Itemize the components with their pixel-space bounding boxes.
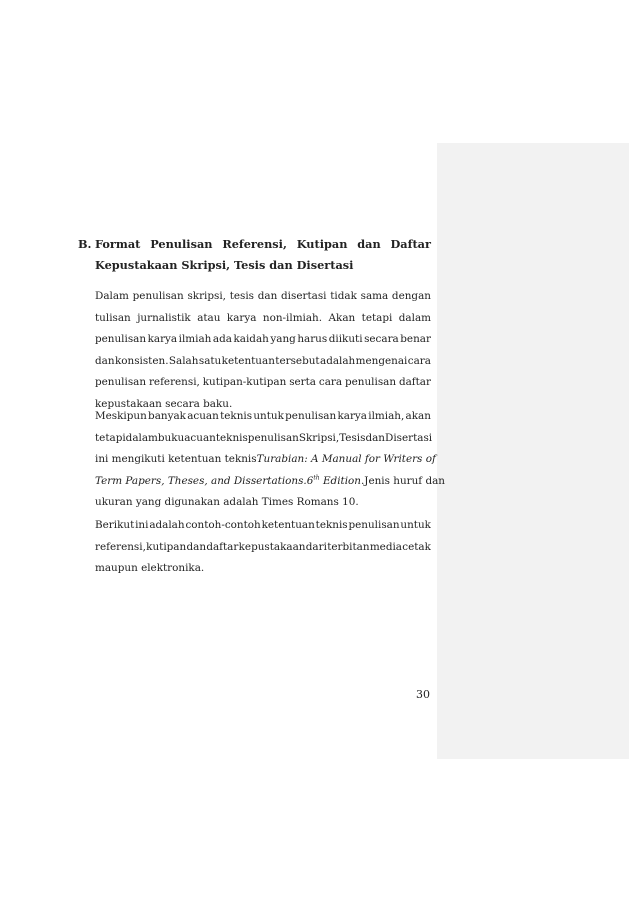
word: adalah <box>149 519 185 531</box>
word: ketentuan <box>221 354 275 367</box>
text-line <box>95 515 431 537</box>
word: tetapi <box>95 431 126 444</box>
word: non-ilmiah. <box>262 311 323 324</box>
word: karya <box>226 311 257 324</box>
word: dan <box>365 431 385 444</box>
word: penulisan <box>132 290 184 302</box>
word: harus <box>297 333 328 346</box>
word: ilmiah, <box>368 410 405 422</box>
word: diikuti <box>328 333 363 346</box>
edition-word: Edition. <box>322 474 365 487</box>
section-title-line2: Kepustakaan Skripsi, Tesis dan Disertasi <box>95 258 354 272</box>
word: acuan <box>184 431 216 444</box>
book-title-part1: Turabian: A Manual for Writers of <box>256 453 436 466</box>
word: ketentuan <box>261 519 315 531</box>
edition-number: 6 <box>306 474 314 487</box>
text-line <box>95 428 431 450</box>
word: serta <box>289 376 317 389</box>
word: acuan <box>187 410 219 422</box>
word: daftar <box>398 376 431 389</box>
book-title-part2: Term Papers, Theses, and Dissertations. <box>95 474 307 487</box>
paragraph-1 <box>95 286 431 416</box>
word: Dalam <box>95 290 129 302</box>
word: kutipan-kutipan <box>202 376 287 389</box>
word: untuk <box>400 519 431 531</box>
word: penulisan <box>344 376 397 389</box>
word: dan <box>186 540 207 553</box>
word: cara <box>407 354 431 367</box>
word: yang <box>270 333 296 346</box>
word: Akan <box>328 311 356 324</box>
text-line <box>95 286 431 308</box>
word: teknis <box>220 410 253 422</box>
word: Tesis <box>339 431 366 444</box>
word: adalah <box>320 354 356 367</box>
text-line <box>95 449 436 471</box>
word: atau <box>197 311 221 324</box>
word: Disertasi <box>385 431 433 444</box>
word: Meskipun <box>95 410 147 422</box>
word: mengenai <box>355 354 408 367</box>
title-word: Daftar <box>390 237 431 251</box>
word: cara <box>318 376 343 389</box>
word: karya <box>337 410 367 422</box>
text-line <box>95 329 431 351</box>
text-line <box>95 308 431 330</box>
word: referensi, <box>95 540 146 553</box>
section-title <box>95 234 431 276</box>
word: penulisan <box>247 431 299 444</box>
word: untuk <box>253 410 284 422</box>
word: Salah <box>168 354 199 367</box>
word: ada <box>212 333 232 346</box>
word: tersebut <box>275 354 320 367</box>
word: tidak <box>330 290 357 302</box>
word: daftar <box>206 540 239 553</box>
section-heading <box>78 234 431 276</box>
page-number: 30 <box>416 688 430 701</box>
word: dari <box>305 540 327 553</box>
word: penulisan <box>285 410 337 422</box>
word: Berikut <box>95 519 135 531</box>
word: tulisan <box>95 311 131 324</box>
word: Skripsi, <box>298 431 340 444</box>
word: referensi, <box>148 376 200 389</box>
edition-suffix: th <box>313 474 320 482</box>
edition <box>307 471 365 493</box>
text-line <box>95 406 431 428</box>
word: tetapi <box>361 311 393 324</box>
comment-pane <box>437 143 629 759</box>
section-title-line1 <box>95 234 431 255</box>
word: ini <box>135 519 149 531</box>
word: contoh-contoh <box>185 519 261 531</box>
word: ilmiah <box>178 333 212 346</box>
word: teknis <box>215 431 248 444</box>
title-word: Penulisan <box>150 237 213 251</box>
word: tesis <box>229 290 255 302</box>
word: kaidah <box>233 333 269 346</box>
text-line <box>95 372 431 394</box>
text-line <box>95 471 445 493</box>
word: akan <box>405 410 431 422</box>
title-word: Referensi, <box>222 237 287 251</box>
text-segment: ini mengikuti ketentuan teknis <box>95 453 257 466</box>
text-line <box>95 537 431 559</box>
word: sama <box>360 290 389 302</box>
word: penulisan <box>348 519 400 531</box>
word: secara <box>364 333 399 346</box>
paragraph-3 <box>95 515 431 580</box>
title-word: Kutipan <box>296 237 348 251</box>
word: terbitan <box>327 540 370 553</box>
word: satu <box>198 354 222 367</box>
word: jurnalistik <box>137 311 191 324</box>
word: buku <box>157 431 185 444</box>
title-word: Format <box>95 237 141 251</box>
word: teknis <box>315 519 348 531</box>
word: disertasi <box>281 290 327 302</box>
text-line <box>95 351 431 373</box>
word: benar <box>400 333 431 346</box>
word: kepustakaan <box>238 540 306 553</box>
text-line: maupun elektronika. <box>95 562 205 575</box>
section-marker: B. <box>78 237 92 251</box>
word: penulisan <box>95 376 147 389</box>
word: karya <box>147 333 178 346</box>
word: dengan <box>391 290 431 302</box>
title-word: dan <box>357 237 381 251</box>
word: skripsi, <box>187 290 226 302</box>
word: dan <box>257 290 278 302</box>
word: dalam <box>398 311 431 324</box>
word: dan <box>95 354 115 367</box>
word: konsisten. <box>114 354 169 367</box>
paragraph-2 <box>95 406 445 514</box>
word: media <box>369 540 402 553</box>
word: penulisan <box>95 333 147 346</box>
text-segment: Jenis huruf dan <box>364 474 445 487</box>
word: banyak <box>148 410 186 422</box>
word: dalam <box>125 431 158 444</box>
word: kutipan <box>146 540 187 553</box>
word: cetak <box>402 540 431 553</box>
text-line: kepustakaan secara baku. <box>95 397 233 410</box>
text-line: ukuran yang digunakan adalah Times Romans 10. <box>95 496 359 509</box>
